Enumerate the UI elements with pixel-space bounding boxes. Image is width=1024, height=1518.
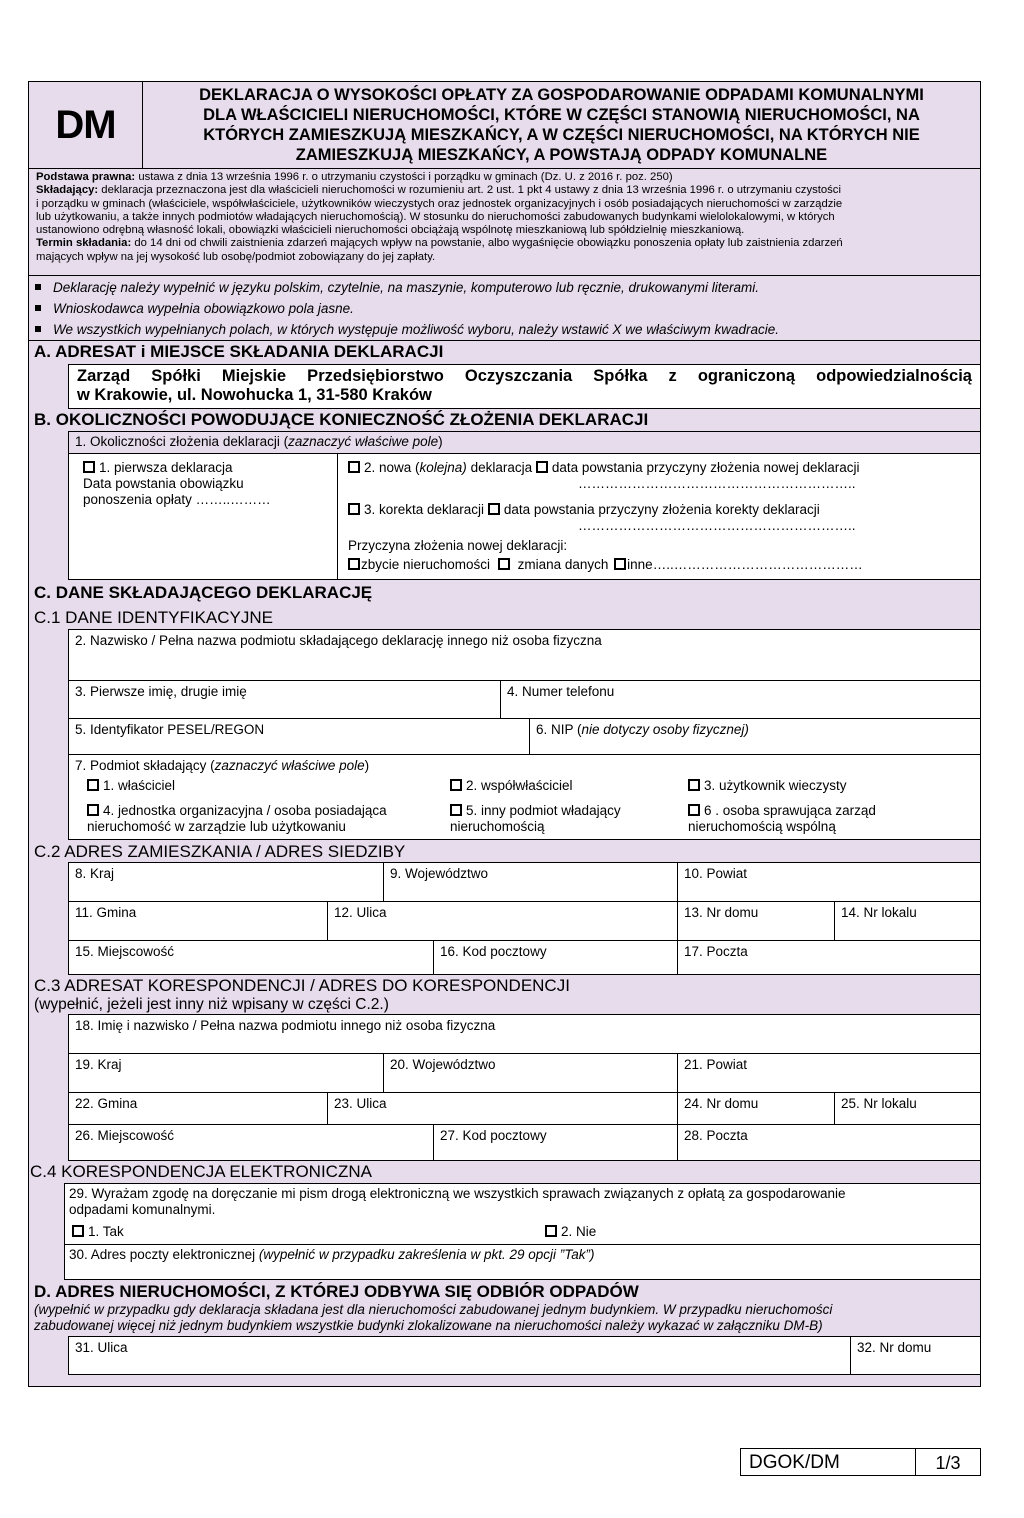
submitter-label: Składający:: [36, 184, 99, 197]
field-30[interactable]: 30. Adres poczty elektronicznej (wypełnić w przypadku zakreślenia w pkt. 29 opcji ”Tak”): [64, 1244, 981, 1280]
field-15[interactable]: 15. Miejscowość: [68, 940, 434, 975]
field-4[interactable]: 4. Numer telefonu: [500, 680, 981, 719]
field-24[interactable]: 24. Nr domu: [677, 1092, 835, 1125]
field-28[interactable]: 28. Poczta: [677, 1124, 981, 1161]
section-d-title: D. ADRES NIERUCHOMOŚCI, Z KTÓREJ ODBYWA SIĘ ODBIÓR ODPADÓW: [34, 1282, 639, 1301]
deadline-text: do 14 dni od chwili zaistnienia zdarzeń mających wpływ na powstanie, albo wygaśnięcie obowiązku ponoszenia opłaty lub zaistnienia zdarzeń: [131, 237, 843, 250]
field-3[interactable]: 3. Pierwsze imię, drugie imię: [68, 680, 501, 719]
checkbox[interactable]: [688, 804, 700, 816]
checkbox[interactable]: [87, 804, 99, 816]
field-16[interactable]: 16. Kod pocztowy: [433, 940, 678, 975]
obligation-date-field[interactable]: ponoszenia opłaty ……..………: [83, 492, 271, 507]
subject-manager[interactable]: 6 . osoba sprawująca zarząd nieruchomością wspólną: [688, 803, 876, 834]
section-c-title: C. DANE SKŁADAJĄCEGO DEKLARACJĘ: [34, 583, 373, 602]
checkbox[interactable]: [83, 461, 95, 473]
consent-no[interactable]: 2. Nie: [545, 1224, 596, 1240]
consent-yes[interactable]: 1. Tak: [72, 1224, 124, 1240]
checkbox[interactable]: [450, 779, 462, 791]
field-13[interactable]: 13. Nr domu: [677, 901, 835, 941]
section-a-title: A. ADRESAT i MIEJSCE SKŁADANIA DEKLARACJI: [34, 342, 444, 361]
instruction-item: Wnioskodawca wypełnia obowiązkowo pola jasne.: [29, 301, 980, 317]
option-first-declaration-cell: [68, 453, 338, 580]
correction-date-field[interactable]: ……………………………………………………..: [578, 518, 856, 533]
checkbox[interactable]: [348, 503, 360, 515]
option-new-declaration[interactable]: 2. nowa (kolejna) deklaracja data powstania przyczyny złożenia nowej deklaracji: [348, 460, 970, 476]
field-25[interactable]: 25. Nr lokalu: [834, 1092, 981, 1125]
form-code-box: [28, 81, 143, 169]
addressee-line: w Krakowie, ul. Nowohucka 1, 31-580 Kraków: [77, 386, 432, 404]
footer-code-box: [740, 1448, 916, 1476]
field-6[interactable]: 6. NIP (nie dotyczy osoby fizycznej): [529, 718, 981, 755]
form-title-line: DLA WŁAŚCICIELI NIERUCHOMOŚCI, KTÓRE W CZĘŚCI STANOWIĄ NIERUCHOMOŚCI, NA: [203, 106, 920, 124]
field-14[interactable]: 14. Nr lokalu: [834, 901, 981, 941]
field-22[interactable]: 22. Gmina: [68, 1092, 328, 1125]
subject-other[interactable]: 5. inny podmiot władający nieruchomością: [450, 803, 621, 834]
subject-organizational-unit[interactable]: 4. jednostka organizacyjna / osoba posiadająca nieruchomość w zarządzie lub użytkowaniu: [87, 803, 387, 834]
legal-info: [28, 168, 981, 276]
field-19[interactable]: 19. Kraj: [68, 1053, 384, 1093]
section-c3-subtitle: (wypełnić, jeżeli jest inny niż wpisany w części C.2.): [34, 996, 389, 1013]
obligation-date-label: Data powstania obowiązku: [83, 476, 244, 491]
section-b-title: B. OKOLICZNOŚCI POWODUJĄCE KONIECZNOŚĆ ZŁOŻENIA DEKLARACJI: [34, 410, 649, 429]
submitter-text: ustanowiono odrębną własność lokali, obowiązki właścicieli nieruchomości obciążają wspólnotę mieszkaniową lub spółdzielnię mieszkaniową.: [36, 224, 745, 237]
checkbox[interactable]: [72, 1225, 84, 1237]
addressee-line: Zarząd Spółki Miejskie Przedsiębiorstwo Oczyszczania Spółka z ograniczoną odpowiedzialnością: [77, 367, 972, 385]
field-8[interactable]: 8. Kraj: [68, 862, 384, 902]
section-c2-title: C.2 ADRES ZAMIESZKANIA / ADRES SIEDZIBY: [34, 842, 406, 861]
deadline-text: mających wpływ na jej wysokość lub osobę/podmiot zobowiązany do jej zapłaty.: [36, 250, 436, 263]
section-c1-title: C.1 DANE IDENTYFIKACYJNE: [34, 608, 273, 627]
checkbox[interactable]: [348, 558, 360, 570]
checkbox[interactable]: [688, 779, 700, 791]
field-7: 7. Podmiot składający (zaznaczyć właściwe pole): [68, 754, 981, 840]
field-10[interactable]: 10. Powiat: [677, 862, 981, 902]
submitter-text: i porządku w gminach (właściciele, współwłaściciele, użytkowników wieczystych oraz jednostek organizacyjnych i osób posiadających nieruchomości w zarządzie: [36, 197, 843, 210]
field-20[interactable]: 20. Województwo: [383, 1053, 678, 1093]
checkbox[interactable]: [87, 779, 99, 791]
checkbox[interactable]: [536, 461, 548, 473]
section-c4-title: C.4 KORESPONDENCJA ELEKTRONICZNA: [30, 1162, 372, 1181]
footer-code: DGOK/DM: [749, 1452, 840, 1473]
checkbox[interactable]: [348, 461, 360, 473]
submitter-text: deklaracja przeznaczona jest dla właścicieli nieruchomości w rozumieniu art. 2 ust. 1 pkt 4 ustawy z dnia 13 września 1996 r. o utrzymaniu czystości: [98, 184, 841, 197]
new-declaration-date-field[interactable]: ……………………………………………………..: [578, 476, 856, 491]
form-title-line: KTÓRYCH ZAMIESZKUJĄ MIESZKAŃCY, A W CZĘŚCI NIERUCHOMOŚCI, NA KTÓRYCH NIE: [203, 126, 920, 144]
instruction-item: We wszystkich wypełnianych polach, w których występuje możliwość wyboru, należy wstawić X we właściwym kwadracie.: [29, 322, 980, 338]
subject-owner[interactable]: 1. właściciel: [87, 778, 175, 794]
field-31[interactable]: 31. Ulica: [68, 1336, 851, 1375]
reason-options: [348, 557, 970, 573]
field-27[interactable]: 27. Kod pocztowy: [433, 1124, 678, 1161]
option-new-declaration-cell: [337, 453, 981, 580]
reason-other[interactable]: inne…..……………………………………: [614, 557, 863, 572]
section-a-address: [68, 364, 981, 409]
checkbox[interactable]: [614, 558, 626, 570]
section-c3-title: C.3 ADRESAT KORESPONDENCJI / ADRES DO KORESPONDENCJI: [34, 976, 570, 995]
field-23[interactable]: 23. Ulica: [327, 1092, 678, 1125]
field-32[interactable]: 32. Nr domu: [850, 1336, 981, 1375]
field-17[interactable]: 17. Poczta: [677, 940, 981, 975]
reason-label: Przyczyna złożenia nowej deklaracji:: [348, 538, 568, 553]
field-29: 29. Wyrażam zgodę na doręczanie mi pism drogą elektroniczną we wszystkich sprawach związanych z opłatą za gospodarowanie odpadami komunalnymi.: [64, 1183, 981, 1245]
field-26[interactable]: 26. Miejscowość: [68, 1124, 434, 1161]
form-title-line: ZAMIESZKUJĄ MIESZKAŃCY, A POWSTAJĄ ODPADY KOMUNALNE: [295, 146, 828, 164]
checkbox[interactable]: [498, 558, 510, 570]
page-number: 1/3: [935, 1453, 961, 1473]
field-1-label-cell: 1. Okoliczności złożenia deklaracji (zaznaczyć właściwe pole): [68, 431, 981, 454]
instruction-item: Deklarację należy wypełnić w języku polskim, czytelnie, na maszynie, komputerowo lub ręcznie, drukowanymi literami.: [29, 280, 980, 296]
field-9[interactable]: 9. Województwo: [383, 862, 678, 902]
form-code: DM: [55, 102, 116, 147]
field-11[interactable]: 11. Gmina: [68, 901, 328, 941]
checkbox[interactable]: [488, 503, 500, 515]
field-21[interactable]: 21. Powiat: [677, 1053, 981, 1093]
option-first-declaration[interactable]: 1. pierwsza deklaracja: [83, 460, 323, 476]
form-title-box: [142, 81, 981, 169]
checkbox[interactable]: [545, 1225, 557, 1237]
reason-sale[interactable]: zbycie nieruchomości: [348, 557, 490, 572]
instructions: [28, 275, 981, 341]
field-12[interactable]: 12. Ulica: [327, 901, 678, 941]
subject-perpetual-user[interactable]: 3. użytkownik wieczysty: [688, 778, 847, 794]
reason-data-change[interactable]: zmiana danych: [498, 557, 609, 572]
field-18[interactable]: 18. Imię i nazwisko / Pełna nazwa podmiotu innego niż osoba fizyczna: [68, 1014, 981, 1054]
checkbox[interactable]: [450, 804, 462, 816]
submitter-text: lub użytkowaniu, a także innych podmiotów władających nieruchomością). W stosunku do nieruchomości zabudowanych budynkami wielolokalowymi, w których: [36, 210, 835, 223]
section-d-note: (wypełnić w przypadku gdy deklaracja składana jest dla nieruchomości zabudowanej jednym budynkiem. W przypadku nieruchomości zabudowanej więcej niż jednym budynkiem wszystkie budynki zlokalizowane na nieruchomości należy wykazać w załączniku DM-B): [34, 1302, 833, 1333]
deadline-label: Termin składania:: [36, 237, 132, 250]
form-title-line: DEKLARACJA O WYSOKOŚCI OPŁATY ZA GOSPODAROWANIE ODPADAMI KOMUNALNYMI: [199, 86, 924, 104]
footer-page-box: [915, 1448, 981, 1476]
field-5[interactable]: 5. Identyfikator PESEL/REGON: [68, 718, 530, 755]
legal-basis-text: ustawa z dnia 13 września 1996 r. o utrzymaniu czystości i porządku w gminach (Dz. U. z 2016 r. poz. 250): [135, 171, 673, 183]
field-2[interactable]: 2. Nazwisko / Pełna nazwa podmiotu składającego deklarację innego niż osoba fizyczna: [68, 629, 981, 681]
legal-basis-label: Podstawa prawna:: [36, 171, 136, 183]
option-correction[interactable]: 3. korekta deklaracji data powstania przyczyny złożenia korekty deklaracji: [348, 502, 970, 518]
subject-co-owner[interactable]: 2. współwłaściciel: [450, 778, 573, 794]
